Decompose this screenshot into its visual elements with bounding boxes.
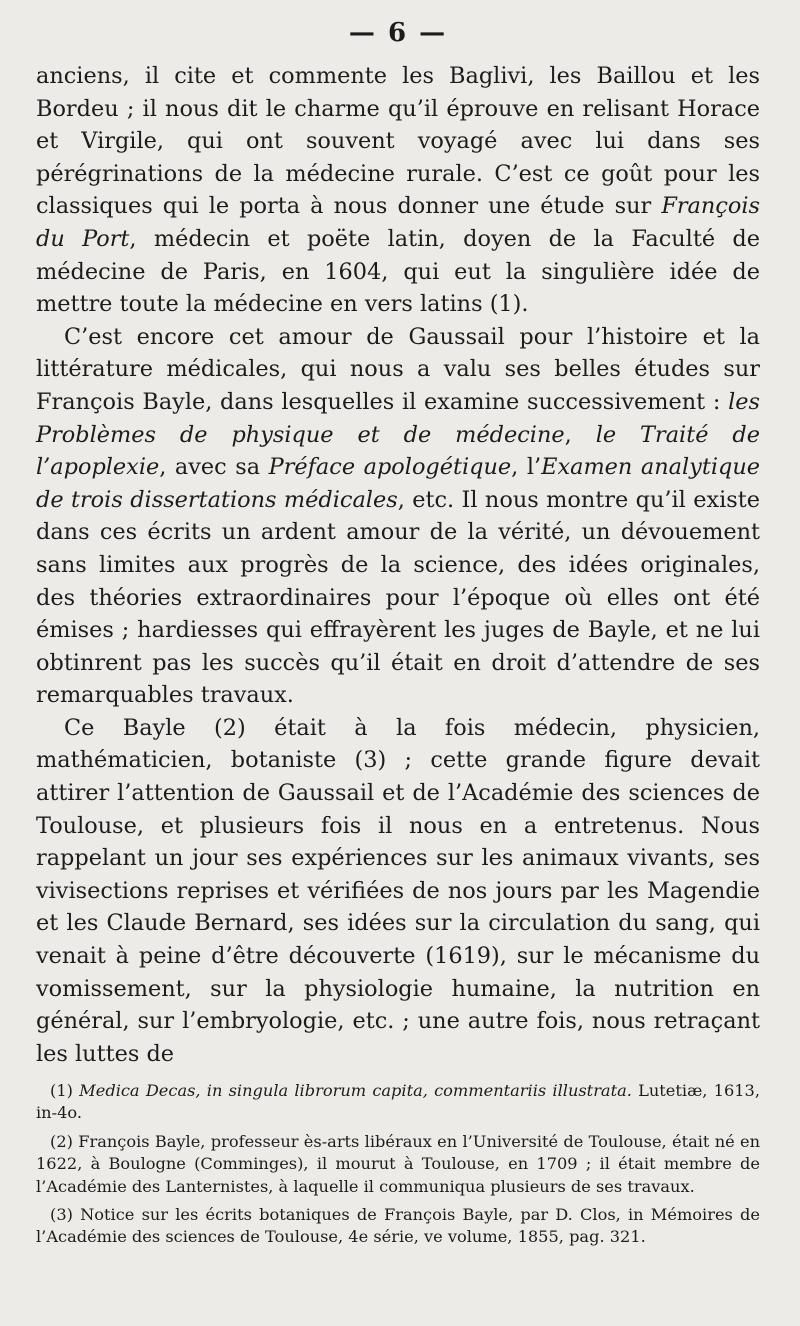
- page-number: — 6 —: [348, 18, 448, 48]
- italic-title: Préface apologétique: [268, 454, 512, 481]
- footnote-1: [36, 1080, 760, 1125]
- paragraph-3: Ce Bayle (2) était à la fois médecin, physicien, mathématicien, botaniste (3) ; cette grande figure devait attirer l’attention de Gaussail et de l’Académie des sciences de Toulouse, et plusieurs fois il nous en a entretenus. Nous rappelant un jour ses expériences sur les animaux vivants, ses vivisections reprises et vérifiées de nos jours par les Magendie et les Claude Bernard, ses idées sur la circulation du sang, qui venait à peine d’être découverte (1619), sur le mécanisme du vomissement, sur la physiologie humaine, la nutrition en général, sur l’embryologie, etc. ; une autre fois, nous retraçant les luttes de: [36, 714, 760, 1067]
- footnote-2: (2) François Bayle, professeur ès-arts libéraux en l’Université de Toulouse, était né en 1622, à Boulogne (Comminges), il mourut à Toulouse, en 1709 ; il était membre de l’Académie des Lanternistes, à laquelle il communiqua plusieurs de ses travaux.: [36, 1131, 760, 1196]
- italic-title: Medica Decas, in singula librorum capita, commentariis illustrata.: [79, 1081, 632, 1100]
- text-run: Lutetiæ, 1613, in-4o.: [36, 1081, 761, 1123]
- text-run: ,: [564, 421, 596, 448]
- text-run: , l’: [511, 454, 542, 481]
- text-run: , etc. Il nous montre qu’il existe dans ces écrits un ardent amour de la vérité, un dévouement sans limites aux progrès de la science, des idées originales, des théories extraordinaires pour l’époque où elles ont été émises ; hardiesses qui effrayèrent les juges de Bayle, et ne lui obtinrent pas les succès qu’il était en droit d’attendre de ses remarquables travaux.: [36, 486, 760, 709]
- paragraph-2: [36, 321, 760, 712]
- text-run: , médecin et poëte latin, doyen de la Faculté de médecine de Paris, en 1604, qui eut la singulière idée de mettre toute la médecine en vers latins (1).: [36, 225, 760, 318]
- main-text: [36, 60, 760, 1070]
- paragraph-1: [36, 60, 760, 321]
- italic-title: Examen analytique de trois dissertations médicales: [36, 454, 760, 513]
- footnotes: [36, 1080, 760, 1255]
- italic-title: François du Port: [36, 193, 760, 252]
- footnote-3: (3) Notice sur les écrits botaniques de François Bayle, par D. Clos, in Mémoires de l’Académie des sciences de Toulouse, 4e série, ve volume, 1855, pag. 321.: [36, 1205, 760, 1247]
- text-run: , avec sa: [159, 454, 269, 481]
- footnote-marker: (1): [50, 1081, 80, 1100]
- italic-title: les Problèmes de physique et de médecine: [36, 388, 760, 448]
- italic-title: le Traité de l’apoplexie: [36, 421, 760, 481]
- text-run: C’est encore cet amour de Gaussail pour l’histoire et la littérature médicales, qui nous a valu ses belles études sur François Bayle, dans lesquelles il examine successivement :: [36, 323, 760, 415]
- text-run: anciens, il cite et commente les Baglivi, les Baillou et les Bordeu ; il nous dit le charme qu’il éprouve en relisant Horace et Virgile, qui ont souvent voyagé avec lui dans ses pérégrinations de la médecine rurale. C’est ce goût pour les classiques qui le porta à nous donner une étude sur: [36, 63, 760, 220]
